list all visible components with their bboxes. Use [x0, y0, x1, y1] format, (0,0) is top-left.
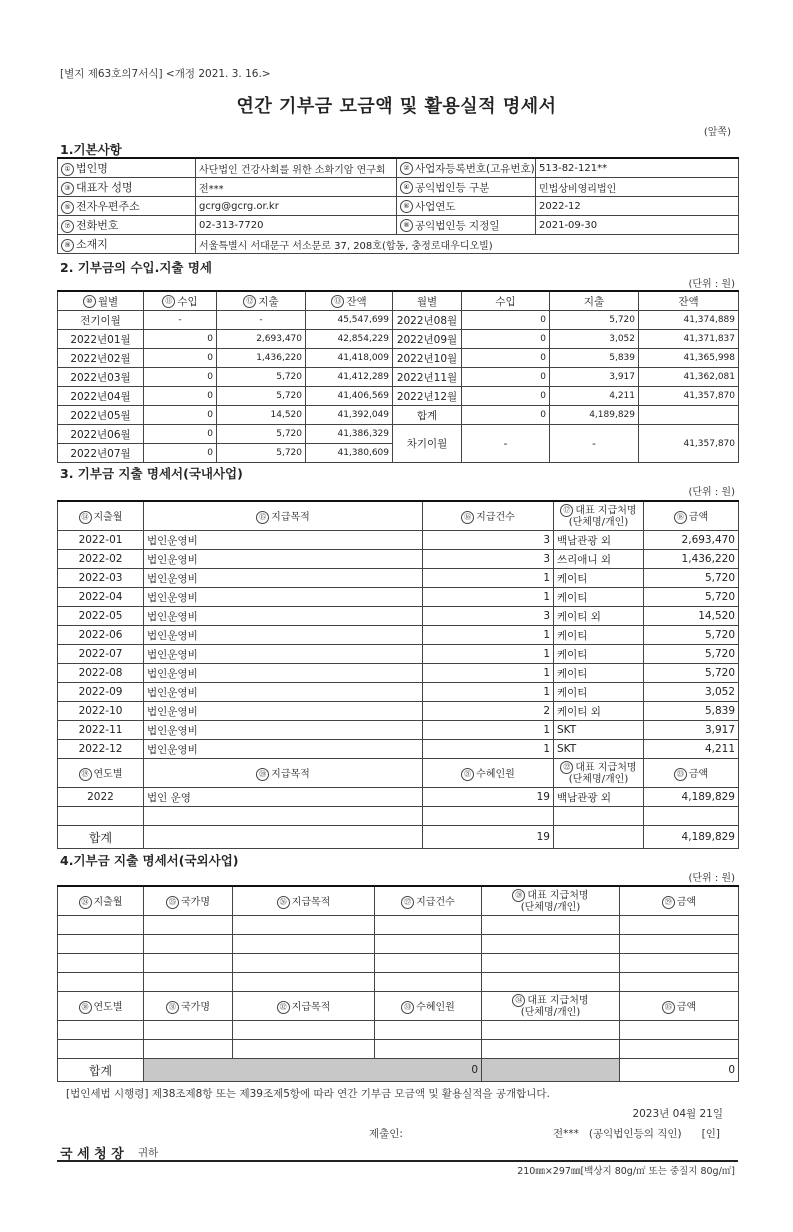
item-number: ㉑	[461, 768, 474, 781]
header-sublabel: (단체명/개인)	[520, 1007, 581, 1018]
expense: 4,189,829	[589, 410, 635, 420]
total-row	[58, 1059, 739, 1082]
total-row	[58, 826, 739, 849]
count: 1	[543, 591, 550, 603]
purpose: 법인운영비	[147, 591, 198, 604]
table-row	[58, 425, 739, 444]
header-label: 전자우편주소	[76, 200, 140, 213]
recipient: 케이티 외	[557, 705, 601, 718]
purpose: 법인 운영	[147, 791, 191, 804]
income: 0	[207, 410, 213, 420]
field-value: gcrg@gcrg.or.kr	[199, 200, 279, 212]
header-label: 연도별	[93, 1002, 123, 1014]
month: 2022년11월	[396, 371, 458, 384]
header-label: 전화번호	[76, 219, 119, 232]
table-row	[58, 788, 739, 807]
purpose: 법인운영비	[147, 667, 198, 680]
amount: 3,052	[704, 686, 735, 698]
month: 2022-07	[78, 648, 123, 660]
amount: 2,693,470	[681, 534, 735, 546]
field-value: 민법상비영리법인	[539, 183, 617, 195]
recipient: 케이티	[557, 629, 588, 642]
section-1-heading: 1.기본사항	[60, 142, 122, 157]
header-label: 지급목적	[291, 1002, 331, 1014]
item-number: ㉛	[166, 1001, 179, 1014]
income: 0	[540, 353, 546, 363]
table-row	[58, 368, 739, 387]
amount: 4,189,829	[681, 791, 735, 803]
header-sublabel: (단체명/개인)	[568, 517, 629, 528]
count: 19	[536, 831, 550, 843]
purpose: 법인운영비	[147, 610, 198, 623]
header-label: 지출	[258, 295, 279, 308]
count: 1	[543, 648, 550, 660]
empty-row	[58, 1040, 739, 1059]
balance: 41,392,049	[337, 410, 389, 420]
expense: 5,720	[276, 429, 302, 439]
item-number: ㉝	[401, 1001, 414, 1014]
balance: 42,854,229	[337, 334, 389, 344]
purpose: 법인운영비	[147, 648, 198, 661]
balance: 41,380,609	[337, 448, 389, 458]
month: 2022년02월	[70, 352, 131, 365]
header-label: 사업자등록번호(고유번호)	[415, 162, 535, 175]
balance: 41,357,870	[683, 438, 735, 449]
header-row	[58, 291, 739, 311]
overseas-expense-table	[57, 885, 739, 1082]
header-row	[58, 992, 739, 1021]
header-row	[58, 759, 739, 788]
header-label: 소재지	[76, 238, 108, 251]
month: 2022년08월	[396, 314, 458, 327]
balance: 41,386,329	[337, 429, 389, 439]
item-number: ㉔	[79, 896, 92, 909]
amount: 3,917	[704, 724, 735, 736]
table-row	[58, 740, 739, 759]
month: 2022-05	[78, 610, 123, 622]
field-value: 513-82-121**	[539, 162, 608, 174]
field-value: 전***	[199, 183, 224, 195]
header-row	[58, 886, 739, 916]
law-notice: [법인세법 시행령] 제38조제8항 또는 제39조제5항에 따라 연간 기부금 모금액 및 활용실적을 공개합니다.	[66, 1088, 550, 1100]
paper-spec: 210㎜×297㎜[백상지 80g/㎡ 또는 중질지 80g/㎡]	[517, 1166, 735, 1177]
table-row	[58, 645, 739, 664]
header-label: 대표 지급처명	[527, 995, 589, 1007]
address-row	[58, 235, 739, 254]
count: 1	[543, 724, 550, 736]
amount: 5,720	[704, 572, 735, 584]
item-number: ⑮	[256, 511, 269, 524]
month: 2022년03월	[70, 371, 131, 384]
header-label: 지출월	[93, 512, 123, 524]
amount: 5,720	[704, 591, 735, 603]
item-number: ㉟	[662, 1001, 675, 1014]
empty-row	[58, 954, 739, 973]
purpose: 법인운영비	[147, 705, 198, 718]
table-row	[58, 349, 739, 368]
expense: 5,720	[609, 315, 635, 325]
expense: 3,052	[609, 334, 635, 344]
recipient: 케이티	[557, 591, 588, 604]
month: 2022-04	[78, 591, 123, 603]
month: 2022-03	[78, 572, 123, 584]
purpose: 법인운영비	[147, 743, 198, 756]
header-label: 월별	[416, 295, 438, 308]
amount: 5,720	[704, 667, 735, 679]
header-label: 국가명	[181, 897, 210, 909]
amount: 4,211	[704, 743, 735, 755]
purpose: 법인운영비	[147, 686, 198, 699]
expense: 5,720	[276, 372, 302, 382]
recipient: 케이티	[557, 572, 588, 585]
info-row	[58, 178, 739, 197]
item-number: ㉘	[512, 889, 525, 902]
amount: 5,839	[704, 705, 735, 717]
balance: 45,547,699	[337, 315, 389, 325]
table-row	[58, 607, 739, 626]
section-3-heading: 3. 기부금 지출 명세서(국내사업)	[60, 466, 243, 481]
form-reference: [별지 제63호의7서식] <개정 2021. 3. 16.>	[60, 68, 271, 80]
item-number: ㉜	[277, 1001, 290, 1014]
count: 1	[543, 686, 550, 698]
expense: 3,917	[609, 372, 635, 382]
item-number: ⑩	[83, 295, 96, 308]
header-sublabel: (단체명/개인)	[568, 774, 629, 785]
balance: 41,362,081	[683, 372, 735, 382]
balance: 41,371,837	[683, 334, 735, 344]
table-row	[58, 387, 739, 406]
item-number: ⑫	[243, 295, 256, 308]
table-row	[58, 721, 739, 740]
purpose: 법인운영비	[147, 724, 198, 737]
month: 2022-01	[78, 534, 123, 546]
header-label: 금액	[688, 512, 709, 524]
header-label: 공익법인등 구분	[415, 181, 490, 194]
purpose: 법인운영비	[147, 534, 198, 547]
item-number: ②	[400, 162, 413, 175]
amount: 5,720	[704, 648, 735, 660]
expense: 5,839	[609, 353, 635, 363]
header-row	[58, 501, 739, 531]
month: 2022-08	[78, 667, 123, 679]
empty-row	[58, 973, 739, 992]
recipient: 국 세 청 장	[60, 1147, 124, 1162]
income: 0	[540, 410, 546, 420]
count: 2	[543, 705, 550, 717]
item-number: ⑳	[256, 768, 269, 781]
count: 1	[543, 629, 550, 641]
income-expense-table	[57, 290, 739, 463]
expense: 4,211	[609, 391, 635, 401]
empty-row	[58, 935, 739, 954]
income: 0	[207, 372, 213, 382]
header-label: 대표 지급처명	[575, 762, 637, 774]
submitter-label: 제출인:	[369, 1128, 403, 1140]
header-label: 월별	[97, 295, 119, 308]
expense: 2,693,470	[256, 334, 302, 344]
header-label: 대표 지급처명	[527, 890, 589, 902]
expense: -	[259, 315, 263, 325]
domestic-expense-table	[57, 500, 739, 849]
recipient: 백남관광 외	[557, 534, 612, 547]
month: 2022-12	[78, 743, 123, 755]
expense: 5,720	[276, 391, 302, 401]
field-value: 2021-09-30	[539, 219, 598, 231]
count: 0	[471, 1064, 478, 1076]
item-number: ㉒	[560, 761, 573, 774]
table-row	[58, 702, 739, 721]
expense: 14,520	[270, 410, 302, 420]
header-label: 지급목적	[271, 512, 310, 524]
item-number: ⑱	[674, 511, 687, 524]
section-3-unit: (단위 : 원)	[688, 487, 735, 498]
info-row	[58, 216, 739, 235]
month: 합계	[416, 409, 438, 422]
count: 3	[543, 610, 550, 622]
empty-row	[58, 807, 739, 826]
item-number: ⑬	[331, 295, 344, 308]
purpose: 법인운영비	[147, 572, 198, 585]
header-label: 대표 지급처명	[575, 505, 637, 517]
item-number: ⑨	[61, 239, 74, 252]
item-number: ⑤	[61, 201, 74, 214]
field-value: 사단법인 건강사회를 위한 소화기암 연구회	[199, 164, 386, 176]
month: 2022년01월	[70, 333, 131, 346]
header-label: 사업연도	[415, 200, 456, 213]
count: 3	[543, 553, 550, 565]
field-value: 02-313-7720	[199, 219, 264, 231]
item-number: ①	[61, 163, 74, 176]
submitter-name: 전*** (공익법인등의 직인) [인]	[553, 1128, 720, 1140]
amount: 5,720	[704, 629, 735, 641]
item-number: ⑦	[61, 220, 74, 233]
item-number: ⑭	[79, 511, 92, 524]
table-row	[58, 550, 739, 569]
table-row	[58, 569, 739, 588]
table-row	[58, 664, 739, 683]
month: 2022년06월	[70, 428, 131, 441]
recipient: SKT	[557, 724, 577, 736]
balance: 41,374,889	[683, 315, 735, 325]
item-number: ③	[61, 182, 74, 195]
expense: 5,720	[276, 448, 302, 458]
balance: 41,418,009	[337, 353, 389, 363]
header-label: 잔액	[678, 295, 699, 308]
header-label: 금액	[676, 897, 697, 909]
year: 2022	[87, 791, 114, 803]
section-4-unit: (단위 : 원)	[688, 873, 735, 884]
amount: 4,189,829	[681, 831, 735, 843]
header-label: 금액	[676, 1002, 697, 1014]
recipient: 케이티	[557, 648, 588, 661]
month: 2022년04월	[70, 390, 131, 403]
amount: 14,520	[698, 610, 735, 622]
item-number: ㉞	[512, 994, 525, 1007]
recipient: SKT	[557, 743, 577, 755]
amount: 1,436,220	[681, 553, 735, 565]
month: 2022년10월	[396, 352, 458, 365]
header-label: 지급건수	[416, 897, 455, 909]
table-row	[58, 588, 739, 607]
month: 2022-10	[78, 705, 123, 717]
info-row	[58, 197, 739, 216]
header-sublabel: (단체명/개인)	[520, 902, 581, 913]
page-title: 연간 기부금 모금액 및 활용실적 명세서	[236, 96, 557, 117]
section-4-heading: 4.기부금 지출 명세서(국외사업)	[60, 853, 239, 868]
month: 2022-09	[78, 686, 123, 698]
income: 0	[207, 391, 213, 401]
income: 0	[207, 429, 213, 439]
empty-row	[58, 916, 739, 935]
month: 2022년09월	[396, 333, 458, 346]
item-number: ㉕	[166, 896, 179, 909]
item-number: ㉓	[674, 768, 687, 781]
amount: 0	[728, 1064, 735, 1076]
total-label: 합계	[88, 830, 113, 845]
header-label: 지급목적	[271, 769, 310, 781]
income: 0	[540, 372, 546, 382]
item-number: ⑯	[461, 511, 474, 524]
month: 2022년05월	[70, 409, 131, 422]
income: -	[503, 437, 508, 450]
month: 차기이월	[406, 438, 448, 450]
header-label: 지급건수	[476, 512, 515, 524]
header-label: 연도별	[93, 769, 123, 781]
header-label: 지출	[583, 295, 605, 308]
table-row	[58, 531, 739, 550]
count: 3	[543, 534, 550, 546]
submit-date: 2023년 04월 21일	[632, 1108, 723, 1120]
income: 0	[540, 334, 546, 344]
recipient-suffix: 귀하	[138, 1147, 159, 1159]
header-label: 수혜인원	[476, 769, 515, 781]
balance: 41,406,569	[337, 391, 389, 401]
count: 19	[536, 791, 550, 803]
item-number: ㉚	[79, 1001, 92, 1014]
side-label: (앞쪽)	[703, 127, 731, 138]
table-row	[58, 683, 739, 702]
recipient: 케이티 외	[557, 610, 601, 623]
item-number: ④	[400, 181, 413, 194]
item-number: ⑧	[400, 219, 413, 232]
header-label: 금액	[688, 769, 709, 781]
income: 0	[207, 334, 213, 344]
expense: 1,436,220	[256, 353, 302, 363]
header-label: 국가명	[181, 1002, 210, 1014]
item-number: ㉙	[662, 896, 675, 909]
month: 2022년12월	[396, 390, 458, 403]
recipient: 쓰리애니 외	[557, 553, 612, 566]
table-row	[58, 626, 739, 645]
item-number: ⑲	[79, 768, 92, 781]
basic-info-table	[57, 157, 739, 254]
count: 1	[543, 667, 550, 679]
address-value: 서울특별시 서대문구 서소문로 37, 208호(합동, 충정로대우디오빌)	[199, 240, 493, 252]
header-label: 수입	[177, 295, 198, 308]
recipient: 케이티	[557, 686, 588, 699]
item-number: ⑥	[400, 200, 413, 213]
count: 1	[543, 743, 550, 755]
balance: 41,357,870	[683, 391, 735, 401]
header-label: 지출월	[93, 897, 123, 909]
field-value: 2022-12	[539, 200, 581, 212]
header-label: 지급목적	[291, 897, 331, 909]
purpose: 법인운영비	[147, 553, 198, 566]
header-label: 법인명	[76, 162, 108, 175]
header-label: 대표자 성명	[76, 181, 133, 194]
month: 2022-11	[78, 724, 123, 736]
balance: 41,412,289	[337, 372, 389, 382]
month: 2022년07월	[70, 447, 131, 460]
table-row	[58, 330, 739, 349]
income: -	[178, 315, 182, 325]
table-row	[58, 311, 739, 330]
header-label: 공익법인등 지정일	[415, 219, 500, 232]
section-2-unit: (단위 : 원)	[688, 279, 735, 290]
header-label: 수입	[495, 295, 516, 308]
empty-row	[58, 1021, 739, 1040]
section-2-heading: 2. 기부금의 수입.지출 명세	[60, 260, 213, 275]
count: 1	[543, 572, 550, 584]
header-label: 수혜인원	[416, 1002, 455, 1014]
month: 2022-06	[78, 629, 123, 641]
item-number: ㉗	[401, 896, 414, 909]
item-number: ⑪	[162, 295, 175, 308]
purpose: 법인운영비	[147, 629, 198, 642]
income: 0	[540, 391, 546, 401]
table-row	[58, 406, 739, 425]
income: 0	[540, 315, 546, 325]
info-row	[58, 158, 739, 178]
total-label: 합계	[88, 1063, 113, 1078]
header-label: 잔액	[346, 295, 367, 308]
income: 0	[207, 448, 213, 458]
expense: -	[592, 437, 596, 450]
item-number: ⑰	[560, 504, 573, 517]
balance: 41,365,998	[683, 353, 735, 363]
item-number: ㉖	[277, 896, 290, 909]
footer-rule	[57, 1160, 738, 1162]
month: 2022-02	[78, 553, 123, 565]
income: 0	[207, 353, 213, 363]
month: 전기이월	[80, 314, 121, 327]
recipient: 백남관광 외	[557, 791, 612, 804]
recipient: 케이티	[557, 667, 588, 680]
